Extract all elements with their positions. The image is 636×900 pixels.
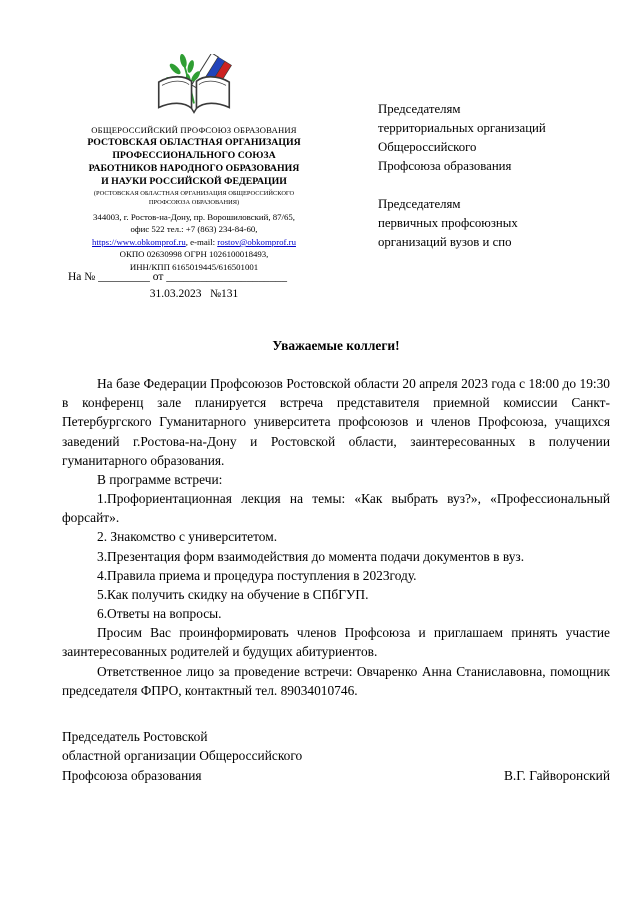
union-name-top: ОБЩЕРОССИЙСКИЙ ПРОФСОЮЗ ОБРАЗОВАНИЯ (91, 125, 297, 135)
signature-block (62, 727, 610, 785)
addressee-2-line-1: Председателям (378, 196, 461, 211)
union-book-logo-icon (153, 54, 235, 120)
date-and-number: 31.03.2023 №131 (149, 288, 239, 301)
program-item-4: 4.Правила приема и процедура поступления в 2023году. (97, 567, 417, 583)
okpo-ogrn-line: ОКПО 02630998 ОГРН 1026100018493, (119, 249, 269, 260)
signer-position-line-1: Председатель Ростовской (62, 729, 208, 744)
signer-position-line-3: Профсоюза образования (62, 767, 202, 783)
paragraph-request: Просим Вас проинформировать членов Профсоюза и приглашаем принять участие заинтересованных родителей и будущих абитуриентов. (62, 625, 610, 660)
addressee-1-line-4: Профсоюза образования (378, 158, 512, 173)
reference-line: На № _________ от _____________________ (68, 271, 288, 283)
paragraph-contact-person: Ответственное лицо за проведение встречи: Овчаренко Анна Станиславовна, помощник председателя ФПРО, контактный тел. 89034010746. (62, 663, 610, 698)
org-paren-line-2: ПРОФСОЮЗА ОБРАЗОВАНИЯ) (148, 199, 240, 207)
paragraph-program-header: В программе встречи: (97, 471, 223, 487)
addressee-block-2 (378, 195, 616, 252)
signer-name: В.Г. Гайворонский (504, 767, 610, 783)
addressee-2-line-2: первичных профсоюзных (378, 215, 518, 230)
contacts-line (46, 236, 342, 248)
addressee-1-line-3: Общероссийского (378, 139, 477, 154)
website-link[interactable]: https://www.obkomprof.ru (92, 236, 186, 247)
org-name-line-4: И НАУКИ РОССИЙСКОЙ ФЕДЕРАЦИИ (101, 175, 287, 187)
email-link[interactable]: rostov@obkomprof.ru (217, 236, 296, 247)
paragraph-intro: На базе Федерации Профсоюзов Ростовской области 20 апреля 2023 года с 18:00 до 19:30 в конференц зале планируется встреча представителя приемной комиссии Санкт-Петербургского Гуманитарного университета профсоюзов и членов Профсоюза, учащихся заведений г.Ростова-на-Дону и Ростовской области, заинтересованных в получении гуманитарного образования. (62, 376, 610, 468)
postal-address: 344003, г. Ростов-на-Дону, пр. Ворошиловский, 87/65, (93, 211, 295, 222)
org-name-line-1: РОСТОВСКАЯ ОБЛАСТНАЯ ОРГАНИЗАЦИЯ (87, 137, 301, 148)
addressee-2-line-3: организаций вузов и спо (378, 234, 512, 249)
inn-kpp-line: ИНН/КПП 6165019445/616501001 (129, 261, 259, 272)
org-paren-line-1: (РОСТОВСКАЯ ОБЛАСТНАЯ ОРГАНИЗАЦИЯ ОБЩЕРОССИЙСКОГО (93, 189, 295, 197)
salutation: Уважаемые коллеги! (272, 338, 400, 353)
addressee-1-line-2: территориальных организаций (378, 120, 546, 135)
addressees (378, 100, 616, 252)
email-label: , e-mail: (185, 236, 218, 247)
signer-position-line-2: областной организации Общероссийского (62, 748, 303, 764)
org-name-line-3: РАБОТНИКОВ НАРОДНОГО ОБРАЗОВАНИЯ (88, 162, 300, 174)
program-item-1: 1.Профориентационная лекция на темы: «Как выбрать вуз?», «Профессиональный форсайт». (62, 491, 610, 526)
org-name-line-2: ПРОФЕССИОНАЛЬНОГО СОЮЗА (112, 149, 276, 161)
signer-position (62, 727, 302, 785)
letterhead (46, 54, 342, 300)
program-item-5: 5.Как получить скидку на обучение в СПбГУП. (97, 586, 369, 602)
office-phone: офис 522 тел.: +7 (863) 234-84-60, (130, 224, 258, 235)
program-item-3: 3.Презентация форм взаимодействия до момента подачи документов в вуз. (97, 548, 525, 564)
program-item-6: 6.Ответы на вопросы. (97, 606, 222, 622)
addressee-1-line-1: Председателям (378, 102, 461, 116)
program-item-2: 2. Знакомство с университетом. (97, 529, 278, 545)
addressee-block-1 (378, 100, 616, 176)
letter-body (62, 336, 610, 700)
